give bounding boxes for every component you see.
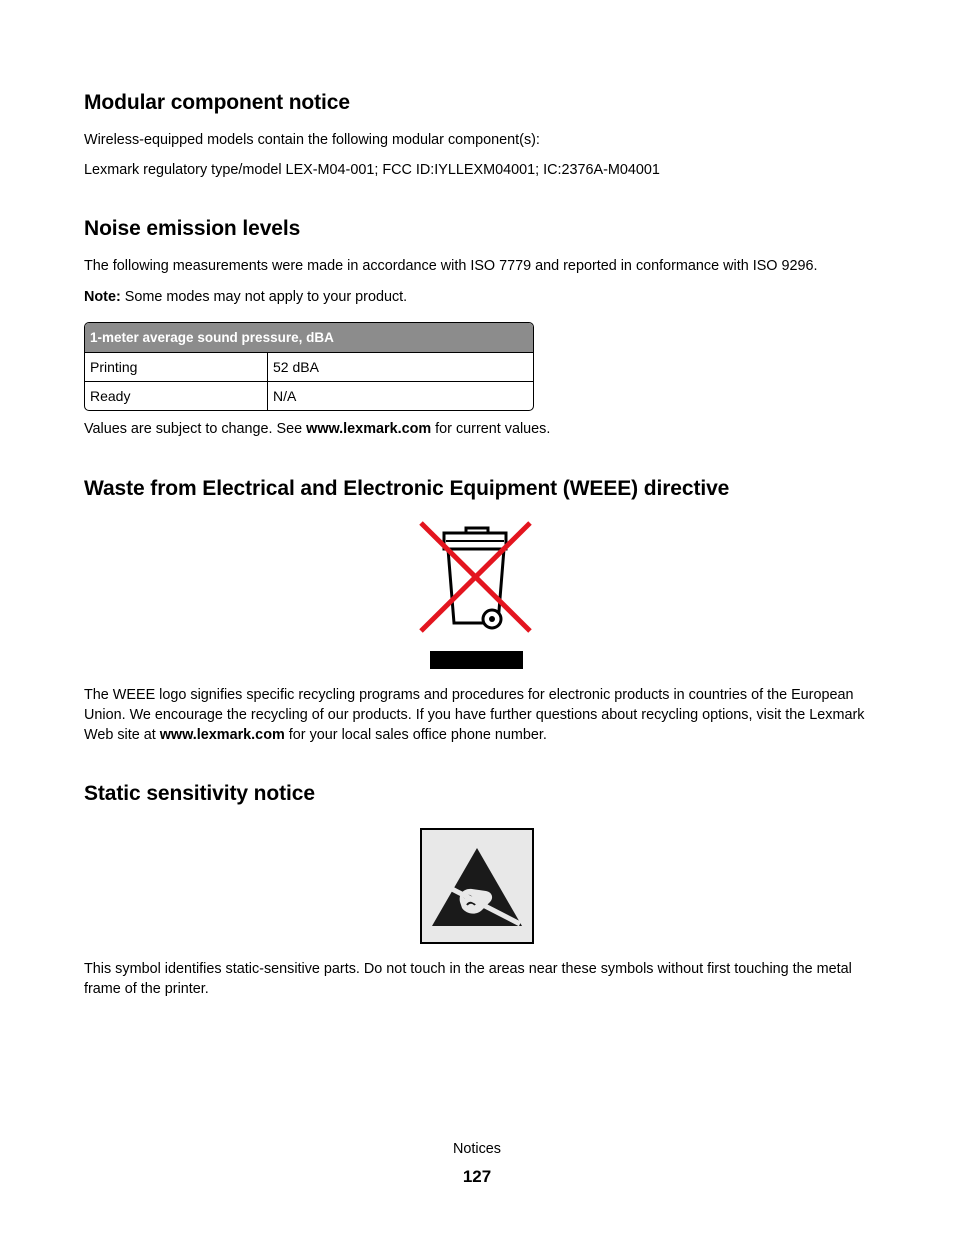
note-label: Note: bbox=[84, 289, 121, 305]
after-post: for current values. bbox=[431, 421, 551, 437]
table-cell-value: 52 dBA bbox=[268, 353, 533, 382]
lexmark-link[interactable]: www.lexmark.com bbox=[159, 727, 285, 743]
page-number: 127 bbox=[462, 1167, 492, 1186]
modular-heading: Modular component notice bbox=[84, 91, 350, 114]
table-cell-mode: Printing bbox=[85, 353, 268, 382]
noise-after-table bbox=[84, 419, 550, 439]
modular-line-2: Lexmark regulatory type/model LEX-M04-001; FCC ID:IYLLEXM04001; IC:2376A-M04001 bbox=[84, 162, 660, 178]
weee-para-pre: The WEEE logo signifies specific recycling programs and procedures for electronic products in countries of the European Union. We encourage the recycling of our products. If you have further questions about recycling options, visit the Lexmark Web site at bbox=[84, 687, 865, 743]
sound-pressure-table bbox=[84, 322, 534, 411]
noise-heading: Noise emission levels bbox=[84, 217, 301, 240]
weee-heading: Waste from Electrical and Electronic Equipment (WEEE) directive bbox=[84, 477, 730, 500]
table-cell-value: N/A bbox=[273, 388, 297, 404]
after-pre: Values are subject to change. See bbox=[84, 421, 307, 437]
weee-bin-icon bbox=[416, 519, 536, 671]
weee-paragraph bbox=[84, 685, 874, 745]
note-text: Some modes may not apply to your product. bbox=[120, 289, 408, 305]
noise-note bbox=[84, 287, 407, 307]
table-row bbox=[85, 353, 533, 382]
table-cell-mode: Ready bbox=[85, 382, 268, 410]
esd-warning-icon bbox=[420, 828, 534, 944]
lexmark-link[interactable]: www.lexmark.com bbox=[306, 421, 432, 437]
static-heading: Static sensitivity notice bbox=[84, 782, 315, 805]
modular-line-1: Wireless-equipped models contain the following modular component(s): bbox=[84, 132, 540, 148]
footer-section-label: Notices bbox=[453, 1141, 501, 1157]
weee-para-post: for your local sales office phone number. bbox=[284, 727, 547, 743]
table-header: 1-meter average sound pressure, dBA bbox=[85, 323, 533, 353]
table-row bbox=[85, 382, 533, 410]
noise-intro: The following measurements were made in accordance with ISO 7779 and reported in conformance with ISO 9296. bbox=[84, 258, 818, 274]
static-paragraph: This symbol identifies static-sensitive parts. Do not touch in the areas near these symbols without first touching the metal frame of the printer. bbox=[84, 961, 852, 997]
